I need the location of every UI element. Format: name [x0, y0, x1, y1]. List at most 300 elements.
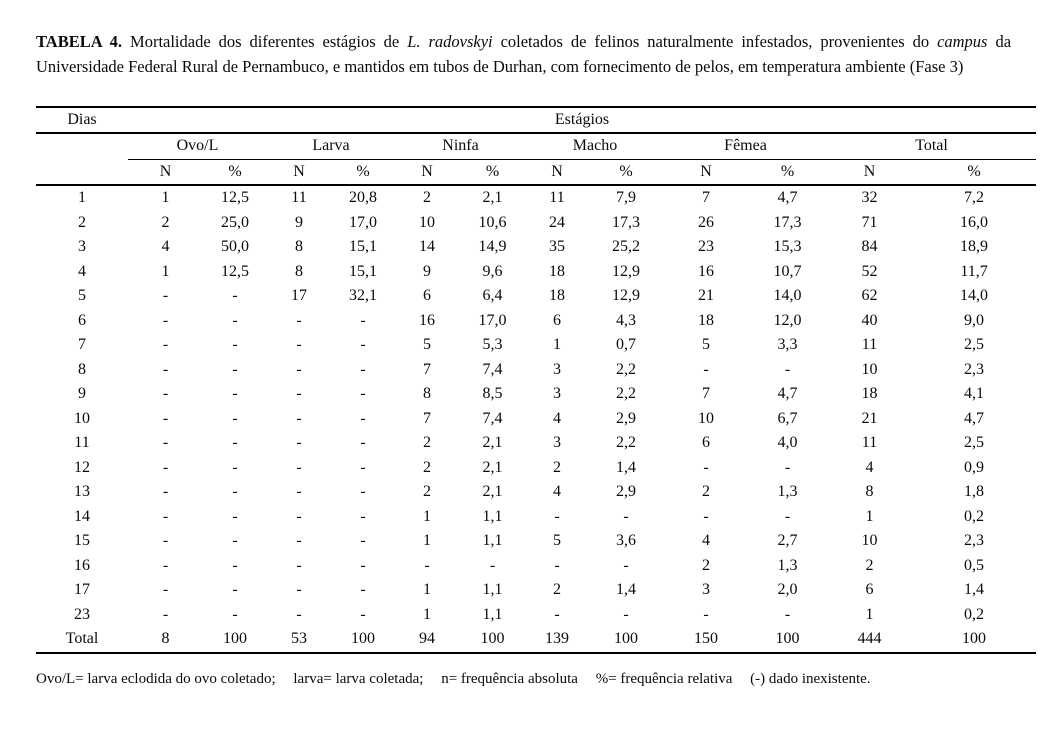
data-cell: 4,0 [777, 434, 798, 451]
data-cell: 20,8 [349, 189, 377, 206]
data-cell: 6 [865, 581, 874, 598]
data-cell: 15,1 [349, 238, 377, 255]
data-cell: 2,9 [616, 409, 636, 427]
table-row [36, 480, 1036, 505]
data-cell: 1 [423, 581, 431, 598]
data-cell: 17,0 [478, 311, 507, 329]
data-cell: 40 [861, 311, 878, 329]
data-cell: 150 [664, 627, 748, 653]
data-cell: 9,0 [964, 311, 985, 329]
data-cell: - [360, 360, 366, 378]
column-header-estagios: Estágios [128, 107, 1036, 134]
data-cell: 4 [553, 409, 561, 427]
data-cell: 16,0 [960, 213, 989, 231]
stage-header-ninfa: Ninfa [395, 133, 526, 159]
data-cell: - [703, 605, 709, 623]
footnote-larva: larva= larva coletada; [293, 670, 424, 687]
data-cell: 7,4 [482, 360, 503, 378]
data-cell: 15,3 [773, 238, 802, 255]
data-cell: 1 [423, 507, 431, 525]
spacer-cell [36, 159, 128, 185]
data-cell: - [296, 360, 302, 378]
data-cell: 2,3 [964, 532, 985, 549]
table-row [36, 333, 1036, 358]
data-cell: 0,7 [616, 336, 636, 353]
data-cell: 6,4 [482, 287, 503, 304]
data-cell: 2,0 [777, 581, 798, 598]
data-cell: 4 [161, 238, 170, 255]
table-row [36, 211, 1036, 236]
data-cell: - [162, 385, 169, 402]
data-cell: 14 [419, 238, 435, 255]
data-cell: - [296, 409, 302, 427]
data-cell: - [296, 507, 302, 525]
data-cell: - [162, 287, 169, 304]
data-cell: 17,3 [773, 213, 802, 231]
data-cell: 2,5 [964, 434, 985, 451]
data-cell: 16 [698, 262, 714, 280]
data-cell: 6 [423, 287, 431, 304]
table-row [36, 456, 1036, 481]
data-cell: 11,7 [960, 262, 988, 280]
data-cell: - [162, 556, 169, 574]
data-cell: 15,1 [349, 262, 377, 280]
data-cell: - [232, 287, 238, 304]
data-cell: - [360, 336, 366, 353]
stage-header-femea: Fêmea [664, 133, 827, 159]
data-cell: 21 [861, 409, 878, 427]
subheader-pct: % [203, 159, 267, 185]
data-cell: 3 [702, 581, 710, 598]
data-cell: - [554, 556, 560, 574]
data-cell: - [232, 458, 238, 476]
data-cell: - [162, 409, 169, 427]
data-cell: 26 [698, 213, 714, 231]
data-cell: 17,0 [349, 213, 377, 231]
data-cell: 2,3 [964, 360, 985, 378]
data-cell: 1 [161, 262, 170, 280]
data-cell: 24 [549, 213, 565, 231]
data-cell: 25,2 [612, 238, 640, 255]
data-cell: 1 [865, 507, 874, 525]
header-row-subcolumns [36, 159, 1036, 185]
data-cell: 8 [128, 627, 203, 653]
data-cell: 0,2 [964, 507, 985, 525]
row-label-dias: 17 [74, 581, 90, 598]
data-cell: - [232, 556, 238, 574]
data-cell: 1,4 [616, 581, 636, 598]
data-cell: - [424, 556, 430, 574]
data-cell: - [360, 458, 366, 476]
table-row [36, 260, 1036, 285]
data-cell: 100 [331, 627, 395, 653]
table-row [36, 358, 1036, 383]
data-cell: 6 [553, 311, 561, 329]
data-cell: 50,0 [221, 238, 249, 255]
data-cell: 2 [423, 434, 431, 451]
data-cell: 11 [861, 336, 878, 353]
mortality-table [36, 106, 1036, 654]
row-label-dias: 2 [78, 213, 86, 231]
data-cell: 12,5 [221, 262, 249, 280]
data-cell: - [360, 409, 366, 427]
caption-text-2: coletados de felinos naturalmente infestados, provenientes do [492, 31, 938, 51]
data-cell: 53 [267, 627, 331, 653]
data-cell: - [296, 483, 302, 500]
table-row [36, 505, 1036, 530]
data-cell: 1 [553, 336, 561, 353]
data-cell: - [162, 605, 169, 623]
table-row [36, 309, 1036, 334]
subheader-pct: % [459, 159, 526, 185]
data-cell: 35 [549, 238, 565, 255]
data-cell: 1 [865, 605, 874, 623]
data-cell: - [296, 556, 302, 574]
data-cell: - [360, 311, 366, 329]
data-cell: - [296, 605, 302, 623]
data-cell: - [360, 581, 366, 598]
data-cell: - [232, 360, 238, 378]
table-footnote [36, 669, 1011, 689]
data-cell: 18 [698, 311, 714, 329]
data-cell: 12,9 [612, 262, 640, 280]
data-cell: 0,9 [964, 458, 985, 476]
data-cell: - [360, 385, 366, 402]
data-cell: - [703, 360, 709, 378]
data-cell: 4 [553, 483, 561, 500]
data-cell: - [296, 336, 302, 353]
data-cell: 2 [423, 189, 431, 206]
data-cell: - [232, 532, 238, 549]
data-cell: 7 [423, 409, 431, 427]
data-cell: - [232, 385, 238, 402]
footnote-n: n= frequência absoluta [441, 670, 578, 687]
data-cell: - [296, 311, 302, 329]
data-cell: - [360, 556, 366, 574]
header-row-groups [36, 107, 1036, 134]
data-cell: 1,3 [777, 483, 798, 500]
table-row [36, 382, 1036, 407]
data-cell: - [232, 507, 238, 525]
data-cell: - [232, 336, 238, 353]
table-caption [36, 29, 1011, 80]
data-cell: 18,9 [960, 238, 989, 255]
data-cell: 17 [291, 287, 307, 304]
data-cell: 11 [861, 434, 878, 451]
data-cell: 2,1 [482, 458, 503, 476]
data-cell: 8 [423, 385, 431, 402]
data-cell: 12,0 [773, 311, 802, 329]
subheader-n: N [128, 159, 203, 185]
data-cell: 100 [912, 627, 1036, 653]
data-cell: 5 [702, 336, 710, 353]
data-cell: 94 [395, 627, 459, 653]
data-cell: 1,4 [616, 458, 636, 476]
row-label-dias: 3 [78, 238, 86, 255]
data-cell: 32,1 [349, 287, 377, 304]
data-cell: - [162, 434, 169, 451]
data-cell: - [360, 532, 366, 549]
campus-word: campus [937, 31, 988, 51]
data-cell: 10 [419, 213, 435, 231]
data-cell: 6 [702, 434, 710, 451]
data-cell: - [296, 434, 302, 451]
data-cell: - [554, 507, 560, 525]
data-cell: 84 [861, 238, 878, 255]
data-cell: 3,3 [777, 336, 798, 353]
data-cell: 2 [423, 458, 431, 476]
data-cell: 9,6 [482, 262, 503, 280]
data-cell: - [232, 409, 238, 427]
data-cell: 17,3 [612, 213, 640, 231]
data-cell: 2,1 [482, 189, 503, 206]
data-cell: 100 [203, 627, 267, 653]
data-cell: - [232, 581, 238, 598]
subheader-n: N [395, 159, 459, 185]
data-cell: 100 [588, 627, 664, 653]
data-cell: - [623, 556, 629, 574]
table-row [36, 235, 1036, 260]
data-cell: 1 [423, 605, 431, 623]
data-cell: 4 [702, 532, 710, 549]
data-cell: 2 [702, 483, 710, 500]
data-cell: 11 [549, 189, 565, 206]
data-cell: 2,7 [777, 532, 798, 549]
data-cell: 2 [553, 458, 561, 476]
stage-header-macho: Macho [526, 133, 664, 159]
table-body [36, 185, 1036, 653]
column-header-dias: Dias [36, 107, 128, 134]
footnote-dash: (-) dado inexistente. [750, 670, 871, 687]
data-cell: 9 [295, 213, 303, 231]
table-row [36, 627, 1036, 653]
data-cell: - [296, 581, 302, 598]
subheader-n: N [827, 159, 912, 185]
data-cell: 10,7 [773, 262, 802, 280]
row-label-dias: 7 [78, 336, 86, 353]
data-cell: 3 [553, 385, 561, 402]
data-cell: - [784, 605, 791, 623]
data-cell: 139 [526, 627, 588, 653]
footnote-pct: %= frequência relativa [595, 670, 733, 687]
row-label-dias: 14 [74, 507, 90, 525]
row-label-dias: 15 [74, 532, 90, 549]
data-cell: 14,0 [773, 287, 802, 304]
data-cell: 18 [861, 385, 878, 402]
data-cell: 0,5 [964, 556, 985, 574]
data-cell: 11 [291, 189, 307, 206]
table-row [36, 407, 1036, 432]
data-cell: 14,9 [478, 238, 507, 255]
subheader-pct: % [912, 159, 1036, 185]
data-cell: 71 [861, 213, 878, 231]
data-cell: - [296, 385, 302, 402]
data-cell: 8,5 [482, 385, 503, 402]
data-cell: 4 [865, 458, 874, 476]
data-cell: - [360, 434, 366, 451]
data-cell: 2,5 [964, 336, 985, 353]
data-cell: - [360, 483, 366, 500]
data-cell: - [162, 360, 169, 378]
table-row [36, 529, 1036, 554]
data-cell: - [296, 458, 302, 476]
data-cell: 2 [423, 483, 431, 500]
data-cell: 1 [161, 189, 170, 206]
data-cell: 21 [698, 287, 714, 304]
table-row [36, 603, 1036, 628]
table-row [36, 554, 1036, 579]
data-cell: - [623, 605, 629, 623]
data-cell: 2 [161, 213, 170, 231]
data-cell: 4,1 [964, 385, 985, 402]
data-cell: - [162, 336, 169, 353]
data-cell: 100 [459, 627, 526, 653]
data-cell: 10 [861, 532, 878, 549]
data-cell: - [162, 581, 169, 598]
data-cell: 2 [702, 556, 710, 574]
species-name: L. radovskyi [407, 31, 493, 51]
data-cell: 10 [861, 360, 878, 378]
row-label-dias: 10 [74, 409, 90, 427]
data-cell: 7 [423, 360, 431, 378]
data-cell: 4,7 [777, 385, 798, 402]
data-cell: 7 [702, 189, 710, 206]
table-row [36, 284, 1036, 309]
data-cell: - [360, 507, 366, 525]
table-row [36, 185, 1036, 211]
data-cell: - [232, 605, 238, 623]
data-cell: - [703, 458, 709, 476]
data-cell: 12,9 [612, 287, 640, 304]
subheader-n: N [267, 159, 331, 185]
data-cell: 25,0 [221, 213, 249, 231]
data-cell: 2 [865, 556, 874, 574]
row-label-dias: 4 [78, 262, 86, 280]
data-cell: 32 [861, 189, 878, 206]
data-cell: 18 [549, 262, 565, 280]
stage-header-total: Total [827, 133, 1036, 159]
data-cell: 3 [553, 434, 561, 451]
data-cell: 7 [702, 385, 710, 402]
data-cell: 1,3 [777, 556, 798, 574]
row-label-dias: 9 [78, 385, 86, 402]
data-cell: 1 [423, 532, 431, 549]
caption-text-3: da Universidade Federal Rural de Pernambuco, e mantidos em tubos de Durhan, com fornecimento de pelos, em temperatura ambiente (Fase 3) [36, 31, 1012, 76]
data-cell: 7,2 [964, 189, 985, 206]
data-cell: 4,7 [777, 189, 798, 206]
row-label-dias: 8 [78, 360, 86, 378]
data-cell: 4,7 [964, 409, 985, 427]
data-cell: 2,1 [482, 483, 503, 500]
data-cell: 2,1 [482, 434, 503, 451]
data-cell: 10 [698, 409, 714, 427]
data-cell: 8 [295, 238, 303, 255]
row-label-dias: 13 [74, 483, 90, 500]
subheader-n: N [664, 159, 748, 185]
data-cell: 1,8 [964, 483, 985, 500]
row-label-dias: 12 [74, 458, 90, 476]
subheader-pct: % [748, 159, 827, 185]
caption-text-1: Mortalidade dos diferentes estágios de [122, 31, 408, 51]
data-cell: 16 [419, 311, 435, 329]
data-cell: - [784, 507, 791, 525]
data-cell: 100 [748, 627, 827, 653]
data-cell: 52 [861, 262, 878, 280]
subheader-n: N [526, 159, 588, 185]
data-cell: 12,5 [221, 189, 249, 206]
data-cell: - [360, 605, 366, 623]
row-label-dias: 1 [78, 189, 86, 206]
data-cell: 0,2 [964, 605, 985, 623]
data-cell: - [554, 605, 560, 623]
data-cell: 8 [865, 483, 874, 500]
data-cell: - [623, 507, 629, 525]
caption-label: TABELA 4. [36, 31, 123, 51]
data-cell: 5 [423, 336, 431, 353]
data-cell: 1,1 [482, 532, 503, 549]
spacer-cell [36, 133, 128, 159]
data-cell: - [489, 556, 496, 574]
data-cell: 3 [553, 360, 561, 378]
data-cell: - [162, 532, 169, 549]
stage-header-ovo-l: Ovo/L [128, 133, 267, 159]
data-cell: - [162, 507, 169, 525]
data-cell: 3,6 [616, 532, 636, 549]
data-cell: - [162, 483, 169, 500]
data-cell: - [703, 507, 709, 525]
data-cell: 18 [549, 287, 565, 304]
data-cell: 2,2 [616, 360, 636, 378]
row-label-dias: 6 [78, 311, 86, 329]
data-cell: 6,7 [777, 409, 798, 427]
table-row [36, 431, 1036, 456]
data-cell: 23 [698, 238, 714, 255]
data-cell: 2 [553, 581, 561, 598]
data-cell: 1,1 [482, 507, 503, 525]
subheader-pct: % [331, 159, 395, 185]
data-cell: 7,4 [482, 409, 503, 427]
data-cell: 1,1 [482, 581, 503, 598]
data-cell: 7,9 [616, 189, 636, 206]
data-cell: - [232, 483, 238, 500]
data-cell: - [162, 458, 169, 476]
data-cell: - [296, 532, 302, 549]
data-cell: 2,2 [616, 434, 636, 451]
data-cell: 444 [827, 627, 912, 653]
data-cell: 9 [423, 262, 431, 280]
data-cell: 1,4 [964, 581, 985, 598]
row-label-dias: 5 [78, 287, 86, 304]
row-label-dias: Total [36, 627, 128, 653]
data-cell: 5,3 [482, 336, 503, 353]
data-cell: - [232, 434, 238, 451]
data-cell: 4,3 [616, 311, 636, 329]
footnote-ovo-l: Ovo/L= larva eclodida do ovo coletado; [36, 670, 276, 687]
data-cell: - [784, 360, 791, 378]
data-cell: 62 [861, 287, 878, 304]
data-cell: 10,6 [478, 213, 507, 231]
row-label-dias: 16 [74, 556, 90, 574]
table-row [36, 578, 1036, 603]
row-label-dias: 23 [74, 605, 90, 623]
data-cell: - [162, 311, 169, 329]
data-cell: 2,9 [616, 483, 636, 500]
data-cell: 5 [553, 532, 561, 549]
data-cell: 1,1 [482, 605, 503, 623]
data-cell: 14,0 [960, 287, 989, 304]
data-cell: 8 [295, 262, 303, 280]
data-cell: 2,2 [616, 385, 636, 402]
